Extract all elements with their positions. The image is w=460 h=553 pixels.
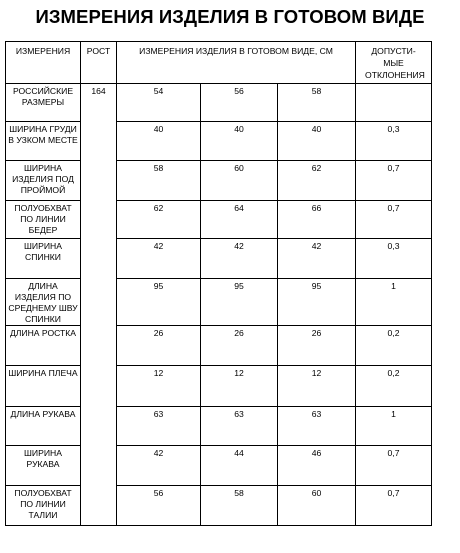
size-value-cell: 40 <box>117 122 201 161</box>
size-value-cell: 26 <box>278 326 356 366</box>
row-label: ШИРИНА СПИНКИ <box>6 239 81 279</box>
size-value-cell: 58 <box>201 486 278 526</box>
row-label: ШИРИНА ПЛЕЧА <box>6 366 81 407</box>
size-value-cell: 62 <box>278 161 356 201</box>
tolerance-cell: 0,3 <box>356 239 432 279</box>
size-value-cell: 42 <box>201 239 278 279</box>
table-row <box>6 446 432 486</box>
tolerance-cell: 1 <box>356 279 432 326</box>
size-value-cell: 63 <box>117 407 201 446</box>
size-value-cell: 66 <box>278 201 356 239</box>
size-value-cell: 58 <box>278 84 356 122</box>
size-value-cell: 12 <box>278 366 356 407</box>
row-label: ПОЛУОБХВАТ ПО ЛИНИИ ТАЛИИ <box>6 486 81 526</box>
size-value-cell: 12 <box>201 366 278 407</box>
row-label: ДЛИНА РУКАВА <box>6 407 81 446</box>
measurements-table <box>5 41 432 526</box>
header-measurements: ИЗМЕРЕНИЯ <box>6 42 81 84</box>
size-value-cell: 95 <box>117 279 201 326</box>
row-label: ПОЛУОБХВАТ ПО ЛИНИИ БЕДЕР <box>6 201 81 239</box>
table-row <box>6 239 432 279</box>
tolerance-cell: 0,7 <box>356 201 432 239</box>
size-value-cell: 26 <box>117 326 201 366</box>
size-value-cell: 12 <box>117 366 201 407</box>
row-label: ШИРИНА РУКАВА <box>6 446 81 486</box>
row-label: ШИРИНА ИЗДЕЛИЯ ПОД ПРОЙМОЙ <box>6 161 81 201</box>
tolerance-cell: 0,7 <box>356 161 432 201</box>
table-row <box>6 486 432 526</box>
row-label: РОССИЙСКИЕ РАЗМЕРЫ <box>6 84 81 122</box>
tolerance-cell <box>356 84 432 122</box>
header-finished-measurements: ИЗМЕРЕНИЯ ИЗДЕЛИЯ В ГОТОВОМ ВИДЕ, СМ <box>117 42 356 84</box>
size-value-cell: 56 <box>201 84 278 122</box>
size-value-cell: 60 <box>278 486 356 526</box>
size-value-cell: 63 <box>201 407 278 446</box>
table-row <box>6 326 432 366</box>
size-value-cell: 26 <box>201 326 278 366</box>
size-value-cell: 40 <box>201 122 278 161</box>
table-row <box>6 84 432 122</box>
page-title: ИЗМЕРЕНИЯ ИЗДЕЛИЯ В ГОТОВОМ ВИДЕ <box>35 6 425 27</box>
size-value-cell: 44 <box>201 446 278 486</box>
size-value-cell: 95 <box>278 279 356 326</box>
tolerance-cell: 0,7 <box>356 446 432 486</box>
size-value-cell: 95 <box>201 279 278 326</box>
size-value-cell: 42 <box>117 239 201 279</box>
row-label: ДЛИНА РОСТКА <box>6 326 81 366</box>
table-row <box>6 161 432 201</box>
table-header-row <box>6 42 432 84</box>
tolerance-cell: 0,2 <box>356 326 432 366</box>
header-tolerance: ДОПУСТИ-МЫЕ ОТКЛОНЕНИЯ <box>356 42 432 84</box>
table-row <box>6 201 432 239</box>
tolerance-cell: 0,2 <box>356 366 432 407</box>
size-value-cell: 40 <box>278 122 356 161</box>
size-value-cell: 60 <box>201 161 278 201</box>
tolerance-cell: 0,3 <box>356 122 432 161</box>
table-row <box>6 279 432 326</box>
size-value-cell: 42 <box>278 239 356 279</box>
size-value-cell: 42 <box>117 446 201 486</box>
size-value-cell: 64 <box>201 201 278 239</box>
height-value: 164 <box>81 84 117 526</box>
size-value-cell: 46 <box>278 446 356 486</box>
size-value-cell: 54 <box>117 84 201 122</box>
tolerance-cell: 1 <box>356 407 432 446</box>
table-row <box>6 366 432 407</box>
size-value-cell: 62 <box>117 201 201 239</box>
header-height: РОСТ <box>81 42 117 84</box>
table-body <box>6 84 432 526</box>
tolerance-cell: 0,7 <box>356 486 432 526</box>
row-label: ДЛИНА ИЗДЕЛИЯ ПО СРЕДНЕМУ ШВУ СПИНКИ <box>6 279 81 326</box>
table-row <box>6 407 432 446</box>
table-row <box>6 122 432 161</box>
size-value-cell: 58 <box>117 161 201 201</box>
row-label: ШИРИНА ГРУДИ В УЗКОМ МЕСТЕ <box>6 122 81 161</box>
size-value-cell: 56 <box>117 486 201 526</box>
size-value-cell: 63 <box>278 407 356 446</box>
